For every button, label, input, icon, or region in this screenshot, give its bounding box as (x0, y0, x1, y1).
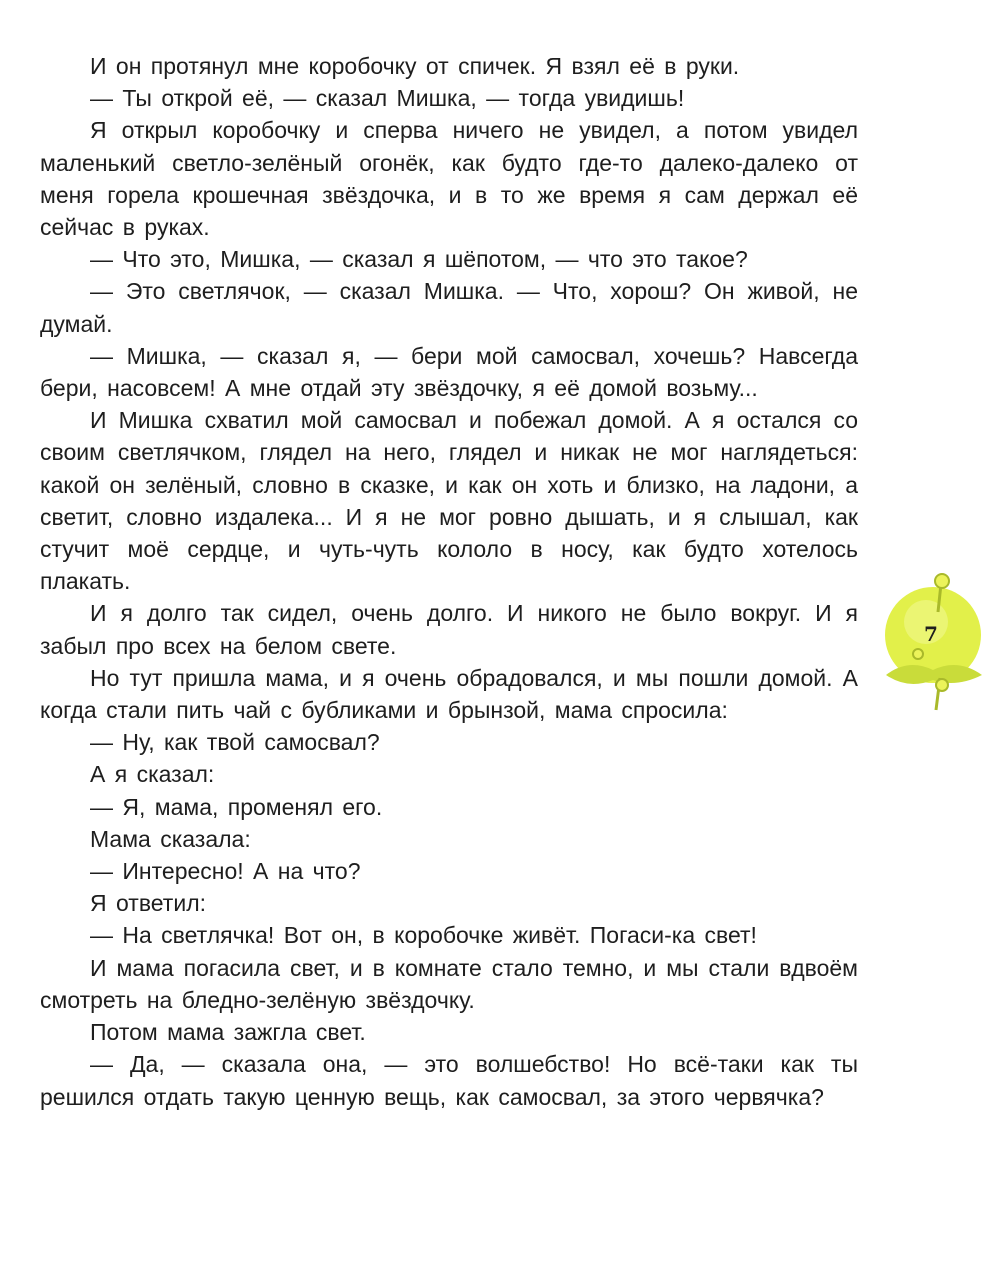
page-number-badge (878, 570, 988, 720)
paragraph: И Мишка схватил мой самосвал и побежал домой. А я остался со своим светлячком, глядел на него, глядел и никак не мог наглядеться: какой он зелёный, словно в сказке, и как он хоть и близко, на ладони, а светит, словно издалека... И я не мог ровно дышать, и я слышал, как стучит моё сердце, и чуть-чуть кололо в носу, как будто хотелось плакать. (40, 407, 858, 595)
paragraph: — Ну, как твой самосвал? (90, 729, 380, 756)
paragraph: — Это светлячок, — сказал Мишка. — Что, хорош? Он живой, не думай. (40, 278, 858, 337)
paragraph: — Я, мама, променял его. (90, 793, 383, 820)
paragraph: — Интересно! А на что? (90, 858, 361, 885)
paragraph: Но тут пришла мама, и я очень обрадовался, и мы пошли домой. А когда стали пить чай с бубликами и брынзой, мама спросила: (40, 664, 858, 724)
paragraph: — Ты открой её, — сказал Мишка, — тогда увидишь! (90, 85, 685, 112)
paragraph: Потом мама зажгла свет. (90, 1019, 366, 1046)
paragraph: А я сказал: (90, 761, 215, 788)
paragraph: — Да, — сказала она, — это волшебство! Но всё-таки как ты решился отдать такую ценную вещь, как самосвал, за этого червячка? (40, 1051, 858, 1110)
text-column (40, 50, 858, 1220)
page-number: 7 (924, 622, 938, 646)
paragraph: — Мишка, — сказал я, — бери мой самосвал, хочешь? Навсегда бери, насовсем! А мне отдай эту звёздочку, я её домой возьму... (40, 342, 858, 402)
paragraph: Мама сказала: (90, 825, 251, 852)
paragraph: — Что это, Мишка, — сказал я шёпотом, — что это такое? (90, 246, 748, 273)
paragraph: — На светлячка! Вот он, в коробочке живёт. Погаси-ка свет! (90, 922, 757, 949)
paragraph: Я открыл коробочку и сперва ничего не увидел, а потом увидел маленький светло-зелёный огонёк, как будто где-то далеко-далеко от меня горела крошечная звёздочка, и в то же время я сам держал её сейчас в руках. (40, 117, 858, 241)
paragraph: И мама погасила свет, и в комнате стало темно, и мы стали вдвоём смотреть на бледно-зелёную звёздочку. (40, 954, 858, 1013)
paragraph: И он протянул мне коробочку от спичек. Я взял её в руки. (90, 53, 740, 79)
paragraph: И я долго так сидел, очень долго. И никого не было вокруг. И я забыл про всех на белом свете. (40, 600, 858, 659)
paragraph: Я ответил: (90, 890, 207, 917)
